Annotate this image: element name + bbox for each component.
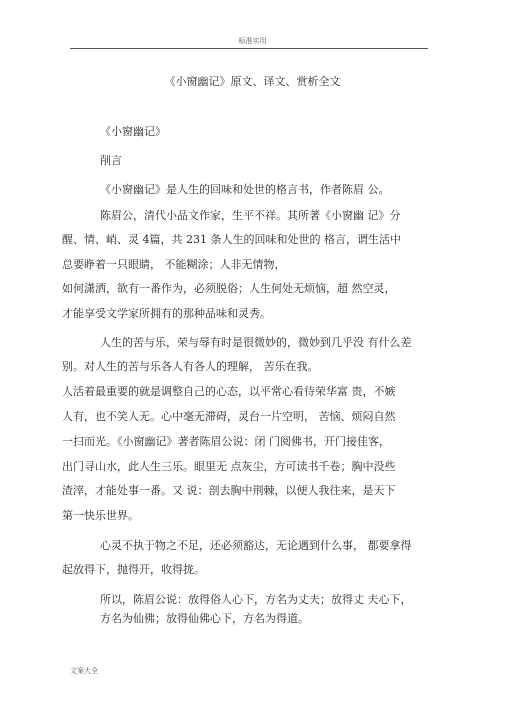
- paragraph-line: 一扫而光。《小窗幽记》著者陈眉公说：闭 门阅佛书，开门接佳客，: [62, 435, 390, 448]
- paragraph-line: 第一快乐世界。: [62, 509, 139, 522]
- document-title: 《小窗幽记》原文、译文、赏析全文: [164, 75, 341, 88]
- paragraph-line: 人有，也不笑人无。心中毫无滞碍，灵台一片空明， 苦恼、烦闷自然: [62, 410, 396, 423]
- paragraph-line: 出门寻山水，此人生三乐。眼里无 点灰尘，方可读书千卷；胸中没些: [62, 460, 396, 473]
- paragraph-line: 心灵不执于物之不足，还必须豁达，无论遇到什么事， 都要拿得: [100, 539, 412, 552]
- paragraph-line: 方名为仙佛；放得仙佛心下，方名为得道。: [100, 612, 309, 625]
- paragraph-line: 所以，陈眉公说：放得俗人心下，方名为丈夫；放得丈 夫心下，: [100, 593, 412, 606]
- paragraph-line: 才能享受文学家所拥有的那种品味和灵秀。: [62, 307, 271, 320]
- paragraph-line: 陈眉公，清代小品文作家，生平不祥。其所著《小窗幽 记》分: [100, 209, 401, 222]
- paragraph-line: 别。对人生的苦与乐各人有各人的理解， 苦乐在我。: [62, 360, 319, 373]
- paragraph-line: 人生的苦与乐，荣与辱有时是很微妙的，微妙到几乎没 有什么差: [100, 336, 412, 349]
- paragraph-line: 如何潇洒，欲有一番作为，必须脱俗；人生何处无烦恼，超 然空灵，: [62, 282, 396, 295]
- paragraph-line: 总要睁着一只眼睛， 不能糊涂；人非无情物，: [62, 258, 286, 271]
- paragraph-line: 人活着最重要的就是调整自己的心态，以平常心看待荣华富 贵，不嫉: [62, 385, 396, 398]
- paragraph-line: 醒、情、峭、灵 4篇，共 231 条人生的回味和处世的 格言，谓生活中: [62, 233, 401, 246]
- paragraph-line: 渣滓，才能处事一番。又 说：剖去胸中荆棘，以便人我往来，是天下: [62, 484, 396, 497]
- paragraph-line: 起放得下，抛得开，收得拢。: [62, 563, 205, 576]
- page-header: 标准实用: [238, 37, 267, 45]
- header-divider: [70, 48, 428, 49]
- paragraph-line: 《小窗幽记》是人生的回味和处世的格言书，作者陈眉 公。: [100, 183, 390, 196]
- page-footer: 文案大全: [70, 667, 98, 675]
- preface-heading: 削言: [100, 154, 122, 167]
- section-heading: 《小窗幽记》: [100, 125, 166, 138]
